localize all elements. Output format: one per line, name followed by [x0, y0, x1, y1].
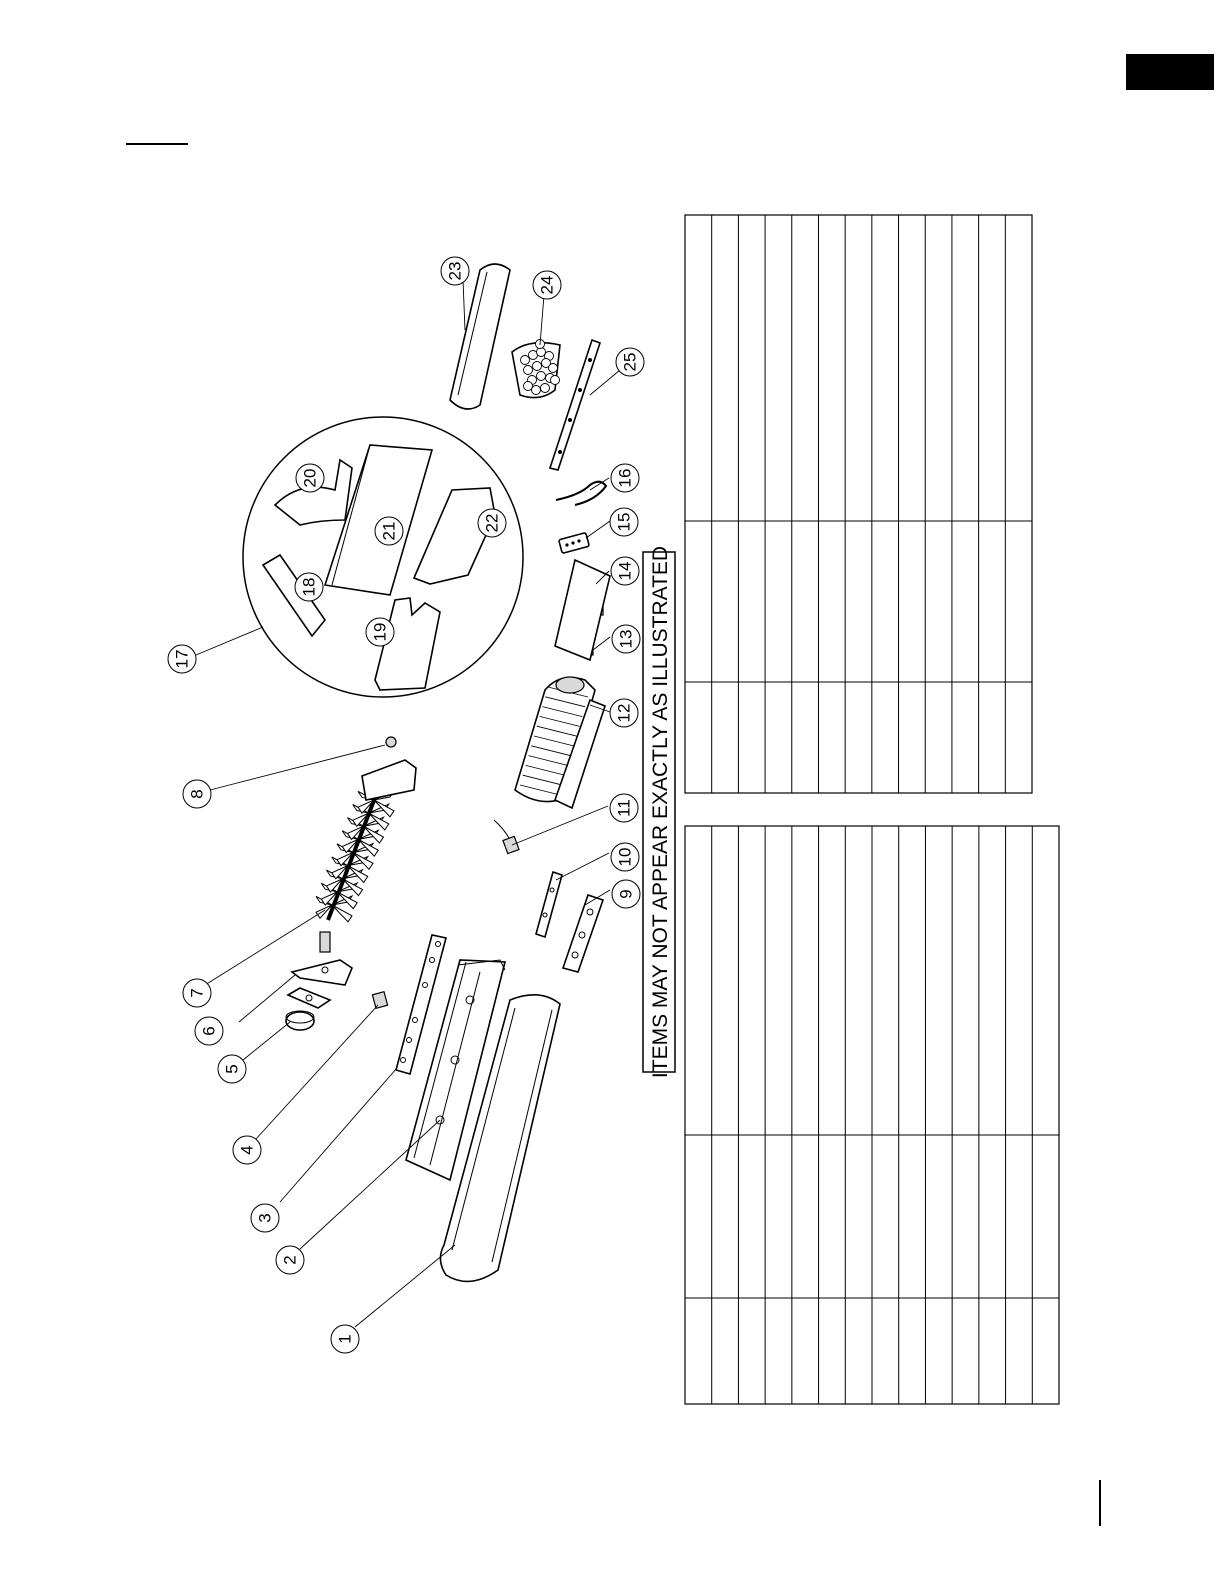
- callout-number: 9: [616, 889, 636, 899]
- callout-number: 2: [280, 1255, 300, 1265]
- part-24-media-crystals: [512, 340, 560, 398]
- flame-spike: [364, 826, 384, 843]
- crystal: [524, 382, 533, 391]
- callout-18: [295, 573, 323, 601]
- crystal: [551, 376, 560, 385]
- callout-number: 22: [482, 513, 502, 533]
- callout-12: [610, 699, 638, 727]
- part-9-light-assembly: [563, 895, 603, 972]
- part-4-switch: [372, 992, 387, 1009]
- callout-number: 1: [335, 1334, 355, 1344]
- callout-number: 24: [537, 275, 557, 295]
- callout-number: 16: [615, 468, 635, 488]
- callout-1: [331, 1325, 359, 1353]
- callout-22: [478, 509, 506, 537]
- part-6-motor-bracket: [288, 960, 352, 1008]
- callout-20: [296, 464, 324, 492]
- callout-number: 8: [187, 789, 207, 799]
- callout-number: 5: [222, 1064, 242, 1074]
- crystal: [524, 366, 533, 375]
- callout-9: [612, 880, 640, 908]
- callout-number: 19: [370, 622, 390, 642]
- callout-number: 7: [187, 988, 207, 998]
- part-22-log: [414, 488, 495, 584]
- parts-table-lower: [685, 826, 1059, 1404]
- callout-15: [610, 508, 638, 536]
- callout-number: 15: [614, 512, 634, 532]
- callout-number: 21: [379, 521, 399, 541]
- flame-spike: [343, 879, 363, 896]
- flame-spike: [374, 800, 394, 817]
- callout-number: 14: [615, 561, 635, 581]
- callout-number: 18: [299, 577, 319, 597]
- part-8-end-bracket: [362, 737, 416, 800]
- part-16-wire-harness: [556, 482, 606, 505]
- part-14-control-plate: [555, 560, 610, 660]
- callout-14: [611, 557, 639, 585]
- notice-text: ITEMS MAY NOT APPEAR EXACTLY AS ILLUSTRATED: [649, 545, 672, 1079]
- callout-11: [610, 794, 638, 822]
- part-23-top-trim: [450, 264, 510, 409]
- callout-8: [183, 780, 211, 808]
- callout-17: [168, 645, 196, 673]
- notice-box: [643, 546, 675, 1078]
- callout-16: [611, 464, 639, 492]
- flame-spike: [358, 839, 378, 856]
- callout-4: [233, 1136, 261, 1164]
- parts-table-upper: [685, 215, 1032, 793]
- flame-spike: [348, 866, 368, 883]
- callout-number: 4: [237, 1145, 257, 1155]
- flame-spike: [332, 905, 352, 922]
- callout-13: [612, 625, 640, 653]
- callout-number: 12: [614, 703, 634, 723]
- crystal: [521, 356, 530, 365]
- part-17-log-set: [243, 417, 523, 697]
- callout-number: 13: [616, 629, 636, 649]
- part-7-flame-rod: [316, 790, 394, 952]
- part-15-receiver: [559, 533, 590, 554]
- callout-number: 11: [614, 799, 634, 817]
- crystal: [541, 384, 550, 393]
- callout-number: 3: [255, 1213, 275, 1223]
- callout-23: [441, 257, 469, 285]
- callout-6: [195, 1017, 223, 1045]
- part-12-blower: [515, 677, 605, 808]
- crystal: [533, 362, 542, 371]
- callout-number: 23: [445, 261, 465, 281]
- flame-spike: [337, 892, 357, 909]
- callout-21: [375, 517, 403, 545]
- callout-2: [276, 1246, 304, 1274]
- part-10-light-bracket: [536, 872, 562, 937]
- callout-number: 25: [620, 352, 640, 372]
- callout-25: [616, 348, 644, 376]
- crystal: [549, 364, 558, 373]
- callout-number: 17: [172, 649, 192, 669]
- part-5-thermal-disc: [286, 1011, 314, 1030]
- callout-10: [611, 843, 639, 871]
- flame-spike: [353, 853, 373, 870]
- callout-number: 10: [615, 847, 635, 867]
- callout-number: 20: [300, 468, 320, 488]
- callout-3: [251, 1204, 279, 1232]
- callout-number: 6: [199, 1026, 219, 1036]
- flame-spike: [369, 813, 389, 830]
- callout-7: [183, 979, 211, 1007]
- part-11-wire-plug: [494, 820, 519, 854]
- callout-5: [218, 1055, 246, 1083]
- callout-19: [366, 618, 394, 646]
- callout-24: [533, 271, 561, 299]
- crystal: [537, 372, 546, 381]
- leader-lines: [196, 280, 620, 1327]
